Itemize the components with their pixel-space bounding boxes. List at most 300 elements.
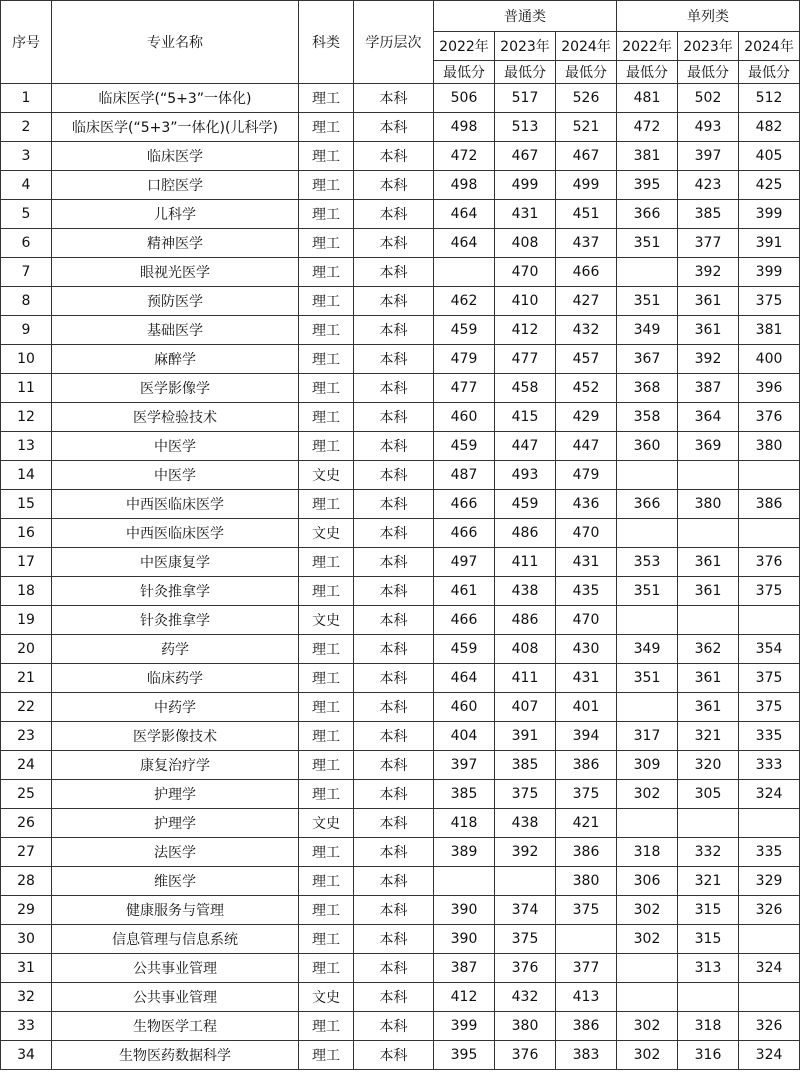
cell-seq: 13 xyxy=(1,432,52,461)
cell-single-2024: 380 xyxy=(739,432,800,461)
cell-general-2022: 459 xyxy=(434,316,495,345)
cell-major: 生物医药数据科学 xyxy=(52,1041,299,1070)
cell-general-2023: 392 xyxy=(495,838,556,867)
cell-seq: 19 xyxy=(1,606,52,635)
cell-single-2023 xyxy=(678,461,739,490)
cell-single-2022: 358 xyxy=(617,403,678,432)
header-seq: 序号 xyxy=(1,1,52,84)
cell-general-2023 xyxy=(495,867,556,896)
cell-general-2024: 435 xyxy=(556,577,617,606)
cell-single-2022: 302 xyxy=(617,1041,678,1070)
cell-major: 医学检验技术 xyxy=(52,403,299,432)
cell-general-2023: 499 xyxy=(495,171,556,200)
cell-level: 本科 xyxy=(354,258,434,287)
cell-general-2022: 506 xyxy=(434,84,495,113)
cell-general-2022: 418 xyxy=(434,809,495,838)
cell-level: 本科 xyxy=(354,84,434,113)
cell-general-2024: 470 xyxy=(556,606,617,635)
cell-single-2022: 481 xyxy=(617,84,678,113)
cell-general-2023: 415 xyxy=(495,403,556,432)
cell-single-2023: 332 xyxy=(678,838,739,867)
cell-single-2023: 361 xyxy=(678,664,739,693)
cell-level: 本科 xyxy=(354,954,434,983)
cell-single-2023: 377 xyxy=(678,229,739,258)
cell-major: 临床医学(“5+3”一体化)(儿科学) xyxy=(52,113,299,142)
cell-seq: 3 xyxy=(1,142,52,171)
table-row xyxy=(1,84,800,113)
table-row xyxy=(1,432,800,461)
cell-single-2024 xyxy=(739,925,800,954)
cell-general-2023: 486 xyxy=(495,519,556,548)
table-row xyxy=(1,200,800,229)
cell-general-2024: 437 xyxy=(556,229,617,258)
cell-major: 临床医学(“5+3”一体化) xyxy=(52,84,299,113)
cell-single-2022: 360 xyxy=(617,432,678,461)
cell-seq: 8 xyxy=(1,287,52,316)
header-category: 科类 xyxy=(299,1,354,84)
cell-major: 麻醉学 xyxy=(52,345,299,374)
cell-single-2024 xyxy=(739,519,800,548)
cell-level: 本科 xyxy=(354,751,434,780)
cell-single-2022: 349 xyxy=(617,316,678,345)
cell-major: 临床药学 xyxy=(52,664,299,693)
cell-category: 理工 xyxy=(299,374,354,403)
cell-major: 护理学 xyxy=(52,809,299,838)
cell-seq: 6 xyxy=(1,229,52,258)
cell-single-2022 xyxy=(617,606,678,635)
table-row xyxy=(1,171,800,200)
cell-general-2024: 386 xyxy=(556,751,617,780)
cell-major: 护理学 xyxy=(52,780,299,809)
cell-category: 理工 xyxy=(299,867,354,896)
header-level: 学历层次 xyxy=(354,1,434,84)
table-row xyxy=(1,316,800,345)
cell-category: 文史 xyxy=(299,606,354,635)
cell-single-2023: 361 xyxy=(678,577,739,606)
cell-major: 生物医学工程 xyxy=(52,1012,299,1041)
cell-single-2022: 349 xyxy=(617,635,678,664)
header-min-score: 最低分 xyxy=(556,61,617,84)
cell-category: 理工 xyxy=(299,200,354,229)
cell-single-2023: 362 xyxy=(678,635,739,664)
table-row xyxy=(1,635,800,664)
cell-category: 理工 xyxy=(299,954,354,983)
table-row xyxy=(1,229,800,258)
header-min-score: 最低分 xyxy=(495,61,556,84)
cell-single-2022: 366 xyxy=(617,200,678,229)
cell-category: 理工 xyxy=(299,113,354,142)
cell-single-2024: 335 xyxy=(739,722,800,751)
cell-single-2022: 317 xyxy=(617,722,678,751)
cell-seq: 15 xyxy=(1,490,52,519)
cell-general-2022: 459 xyxy=(434,432,495,461)
cell-general-2022: 459 xyxy=(434,635,495,664)
cell-category: 理工 xyxy=(299,780,354,809)
cell-category: 理工 xyxy=(299,722,354,751)
cell-single-2023: 321 xyxy=(678,722,739,751)
cell-single-2024 xyxy=(739,606,800,635)
cell-general-2023: 408 xyxy=(495,229,556,258)
cell-category: 理工 xyxy=(299,1012,354,1041)
header-min-score: 最低分 xyxy=(678,61,739,84)
cell-single-2022 xyxy=(617,258,678,287)
cell-seq: 33 xyxy=(1,1012,52,1041)
cell-seq: 30 xyxy=(1,925,52,954)
cell-single-2023: 315 xyxy=(678,925,739,954)
header-min-score: 最低分 xyxy=(739,61,800,84)
cell-level: 本科 xyxy=(354,606,434,635)
cell-category: 理工 xyxy=(299,490,354,519)
cell-single-2023: 361 xyxy=(678,693,739,722)
cell-single-2024: 512 xyxy=(739,84,800,113)
cell-major: 基础医学 xyxy=(52,316,299,345)
cell-general-2024: 521 xyxy=(556,113,617,142)
cell-general-2022: 466 xyxy=(434,606,495,635)
cell-single-2023: 493 xyxy=(678,113,739,142)
cell-general-2023: 411 xyxy=(495,548,556,577)
cell-seq: 21 xyxy=(1,664,52,693)
cell-single-2023: 385 xyxy=(678,200,739,229)
cell-general-2024: 431 xyxy=(556,548,617,577)
cell-general-2023: 375 xyxy=(495,780,556,809)
cell-level: 本科 xyxy=(354,519,434,548)
cell-single-2024: 375 xyxy=(739,287,800,316)
cell-general-2024: 452 xyxy=(556,374,617,403)
cell-seq: 32 xyxy=(1,983,52,1012)
cell-general-2023: 412 xyxy=(495,316,556,345)
cell-general-2024: 383 xyxy=(556,1041,617,1070)
cell-general-2023: 410 xyxy=(495,287,556,316)
cell-general-2022: 404 xyxy=(434,722,495,751)
cell-general-2022: 397 xyxy=(434,751,495,780)
cell-general-2022: 462 xyxy=(434,287,495,316)
cell-single-2023: 305 xyxy=(678,780,739,809)
cell-major: 中医学 xyxy=(52,461,299,490)
cell-single-2022: 351 xyxy=(617,229,678,258)
cell-general-2024: 479 xyxy=(556,461,617,490)
cell-single-2024: 425 xyxy=(739,171,800,200)
cell-major: 维医学 xyxy=(52,867,299,896)
table-row xyxy=(1,345,800,374)
cell-general-2022: 412 xyxy=(434,983,495,1012)
cell-general-2023: 493 xyxy=(495,461,556,490)
cell-major: 预防医学 xyxy=(52,287,299,316)
table-row xyxy=(1,142,800,171)
cell-general-2022: 390 xyxy=(434,925,495,954)
cell-category: 文史 xyxy=(299,809,354,838)
cell-major: 儿科学 xyxy=(52,200,299,229)
cell-single-2022: 367 xyxy=(617,345,678,374)
cell-general-2024: 436 xyxy=(556,490,617,519)
cell-category: 理工 xyxy=(299,838,354,867)
cell-single-2024: 326 xyxy=(739,1012,800,1041)
cell-single-2023: 316 xyxy=(678,1041,739,1070)
cell-major: 中药学 xyxy=(52,693,299,722)
cell-general-2023: 477 xyxy=(495,345,556,374)
cell-seq: 9 xyxy=(1,316,52,345)
cell-single-2024: 400 xyxy=(739,345,800,374)
cell-general-2024: 377 xyxy=(556,954,617,983)
cell-single-2023: 397 xyxy=(678,142,739,171)
cell-general-2022: 498 xyxy=(434,171,495,200)
cell-general-2022: 464 xyxy=(434,200,495,229)
cell-category: 文史 xyxy=(299,983,354,1012)
cell-single-2023: 387 xyxy=(678,374,739,403)
cell-general-2022: 460 xyxy=(434,403,495,432)
cell-general-2023: 486 xyxy=(495,606,556,635)
table-row xyxy=(1,838,800,867)
cell-general-2022: 477 xyxy=(434,374,495,403)
cell-general-2023: 407 xyxy=(495,693,556,722)
cell-category: 理工 xyxy=(299,432,354,461)
cell-level: 本科 xyxy=(354,635,434,664)
cell-seq: 23 xyxy=(1,722,52,751)
cell-single-2024: 324 xyxy=(739,954,800,983)
cell-level: 本科 xyxy=(354,867,434,896)
cell-general-2024: 375 xyxy=(556,896,617,925)
cell-level: 本科 xyxy=(354,664,434,693)
table-row xyxy=(1,519,800,548)
cell-single-2024: 381 xyxy=(739,316,800,345)
cell-level: 本科 xyxy=(354,780,434,809)
cell-major: 临床医学 xyxy=(52,142,299,171)
cell-seq: 25 xyxy=(1,780,52,809)
cell-level: 本科 xyxy=(354,1041,434,1070)
cell-major: 中西医临床医学 xyxy=(52,519,299,548)
table-row xyxy=(1,664,800,693)
cell-general-2024: 386 xyxy=(556,838,617,867)
cell-level: 本科 xyxy=(354,432,434,461)
table-row xyxy=(1,113,800,142)
cell-seq: 22 xyxy=(1,693,52,722)
cell-category: 理工 xyxy=(299,635,354,664)
cell-seq: 27 xyxy=(1,838,52,867)
cell-single-2023 xyxy=(678,606,739,635)
cell-general-2023: 408 xyxy=(495,635,556,664)
header-min-score: 最低分 xyxy=(434,61,495,84)
cell-single-2022: 309 xyxy=(617,751,678,780)
cell-level: 本科 xyxy=(354,142,434,171)
cell-general-2024: 375 xyxy=(556,780,617,809)
cell-single-2022 xyxy=(617,954,678,983)
cell-single-2023: 502 xyxy=(678,84,739,113)
cell-general-2022: 498 xyxy=(434,113,495,142)
cell-category: 理工 xyxy=(299,84,354,113)
cell-category: 理工 xyxy=(299,345,354,374)
cell-general-2024: 470 xyxy=(556,519,617,548)
cell-general-2024: 432 xyxy=(556,316,617,345)
cell-general-2023: 467 xyxy=(495,142,556,171)
cell-single-2023: 423 xyxy=(678,171,739,200)
cell-single-2022: 353 xyxy=(617,548,678,577)
cell-general-2023: 385 xyxy=(495,751,556,780)
cell-seq: 4 xyxy=(1,171,52,200)
cell-general-2022 xyxy=(434,867,495,896)
cell-general-2024: 380 xyxy=(556,867,617,896)
table-row xyxy=(1,374,800,403)
table-row xyxy=(1,925,800,954)
cell-general-2024: 499 xyxy=(556,171,617,200)
cell-general-2024: 466 xyxy=(556,258,617,287)
cell-single-2024: 399 xyxy=(739,200,800,229)
cell-seq: 24 xyxy=(1,751,52,780)
cell-general-2022: 395 xyxy=(434,1041,495,1070)
cell-general-2024: 457 xyxy=(556,345,617,374)
cell-level: 本科 xyxy=(354,171,434,200)
cell-general-2022: 385 xyxy=(434,780,495,809)
cell-category: 理工 xyxy=(299,258,354,287)
cell-general-2024: 447 xyxy=(556,432,617,461)
cell-general-2023: 376 xyxy=(495,1041,556,1070)
cell-seq: 12 xyxy=(1,403,52,432)
cell-single-2022 xyxy=(617,693,678,722)
cell-single-2022: 368 xyxy=(617,374,678,403)
cell-general-2023: 411 xyxy=(495,664,556,693)
cell-seq: 10 xyxy=(1,345,52,374)
cell-major: 中医学 xyxy=(52,432,299,461)
cell-general-2023: 458 xyxy=(495,374,556,403)
cell-category: 理工 xyxy=(299,664,354,693)
cell-general-2022: 464 xyxy=(434,664,495,693)
cell-category: 理工 xyxy=(299,316,354,345)
cell-single-2022: 302 xyxy=(617,896,678,925)
cell-single-2023 xyxy=(678,983,739,1012)
cell-general-2024: 386 xyxy=(556,1012,617,1041)
cell-level: 本科 xyxy=(354,403,434,432)
cell-single-2024: 324 xyxy=(739,780,800,809)
cell-level: 本科 xyxy=(354,316,434,345)
cell-single-2023 xyxy=(678,809,739,838)
cell-seq: 1 xyxy=(1,84,52,113)
cell-single-2022 xyxy=(617,519,678,548)
cell-single-2024: 399 xyxy=(739,258,800,287)
cell-general-2023: 375 xyxy=(495,925,556,954)
cell-general-2022: 390 xyxy=(434,896,495,925)
cell-single-2022: 366 xyxy=(617,490,678,519)
cell-seq: 16 xyxy=(1,519,52,548)
cell-category: 理工 xyxy=(299,142,354,171)
table-row xyxy=(1,258,800,287)
cell-single-2023: 313 xyxy=(678,954,739,983)
cell-seq: 31 xyxy=(1,954,52,983)
table-header xyxy=(1,1,800,84)
cell-general-2022: 466 xyxy=(434,519,495,548)
header-year-general-2024: 2024年 xyxy=(556,32,617,61)
cell-general-2023: 431 xyxy=(495,200,556,229)
cell-single-2024 xyxy=(739,461,800,490)
cell-major: 口腔医学 xyxy=(52,171,299,200)
cell-general-2024: 430 xyxy=(556,635,617,664)
cell-major: 针灸推拿学 xyxy=(52,606,299,635)
cell-general-2023: 376 xyxy=(495,954,556,983)
cell-category: 理工 xyxy=(299,403,354,432)
header-group-general: 普通类 xyxy=(434,1,617,32)
table-row xyxy=(1,809,800,838)
cell-seq: 17 xyxy=(1,548,52,577)
cell-major: 医学影像技术 xyxy=(52,722,299,751)
cell-single-2024: 386 xyxy=(739,490,800,519)
cell-category: 理工 xyxy=(299,171,354,200)
cell-level: 本科 xyxy=(354,548,434,577)
cell-single-2023: 318 xyxy=(678,1012,739,1041)
cell-single-2022: 351 xyxy=(617,577,678,606)
cell-single-2024: 405 xyxy=(739,142,800,171)
cell-category: 理工 xyxy=(299,693,354,722)
table-row xyxy=(1,403,800,432)
cell-general-2023: 447 xyxy=(495,432,556,461)
table-row xyxy=(1,461,800,490)
cell-single-2023: 369 xyxy=(678,432,739,461)
cell-level: 本科 xyxy=(354,113,434,142)
cell-single-2023: 364 xyxy=(678,403,739,432)
cell-seq: 29 xyxy=(1,896,52,925)
cell-category: 理工 xyxy=(299,577,354,606)
cell-seq: 28 xyxy=(1,867,52,896)
cell-general-2024: 467 xyxy=(556,142,617,171)
cell-single-2024: 376 xyxy=(739,548,800,577)
cell-seq: 14 xyxy=(1,461,52,490)
cell-seq: 26 xyxy=(1,809,52,838)
cell-major: 医学影像学 xyxy=(52,374,299,403)
cell-major: 眼视光医学 xyxy=(52,258,299,287)
cell-general-2023: 374 xyxy=(495,896,556,925)
cell-single-2022: 351 xyxy=(617,287,678,316)
table-row xyxy=(1,722,800,751)
cell-single-2024: 324 xyxy=(739,1041,800,1070)
cell-general-2022: 464 xyxy=(434,229,495,258)
cell-level: 本科 xyxy=(354,838,434,867)
cell-general-2023: 432 xyxy=(495,983,556,1012)
cell-seq: 18 xyxy=(1,577,52,606)
cell-general-2024: 526 xyxy=(556,84,617,113)
cell-general-2023: 380 xyxy=(495,1012,556,1041)
cell-general-2024: 421 xyxy=(556,809,617,838)
cell-single-2024: 335 xyxy=(739,838,800,867)
cell-single-2023: 380 xyxy=(678,490,739,519)
cell-seq: 5 xyxy=(1,200,52,229)
table-row xyxy=(1,954,800,983)
cell-single-2024: 396 xyxy=(739,374,800,403)
cell-level: 本科 xyxy=(354,229,434,258)
cell-general-2024: 413 xyxy=(556,983,617,1012)
cell-single-2022: 306 xyxy=(617,867,678,896)
cell-single-2022: 472 xyxy=(617,113,678,142)
cell-single-2024: 375 xyxy=(739,693,800,722)
table-row xyxy=(1,896,800,925)
table-row xyxy=(1,780,800,809)
cell-level: 本科 xyxy=(354,809,434,838)
cell-single-2022: 381 xyxy=(617,142,678,171)
cell-general-2023: 470 xyxy=(495,258,556,287)
cell-single-2023: 315 xyxy=(678,896,739,925)
table-row xyxy=(1,983,800,1012)
cell-major: 信息管理与信息系统 xyxy=(52,925,299,954)
cell-seq: 20 xyxy=(1,635,52,664)
cell-level: 本科 xyxy=(354,577,434,606)
cell-single-2022 xyxy=(617,809,678,838)
cell-seq: 2 xyxy=(1,113,52,142)
cell-single-2024 xyxy=(739,983,800,1012)
cell-general-2022: 479 xyxy=(434,345,495,374)
table-row xyxy=(1,490,800,519)
header-year-single-2022: 2022年 xyxy=(617,32,678,61)
cell-category: 理工 xyxy=(299,751,354,780)
cell-level: 本科 xyxy=(354,345,434,374)
cell-general-2023: 459 xyxy=(495,490,556,519)
cell-category: 理工 xyxy=(299,896,354,925)
cell-level: 本科 xyxy=(354,461,434,490)
cell-general-2023: 513 xyxy=(495,113,556,142)
